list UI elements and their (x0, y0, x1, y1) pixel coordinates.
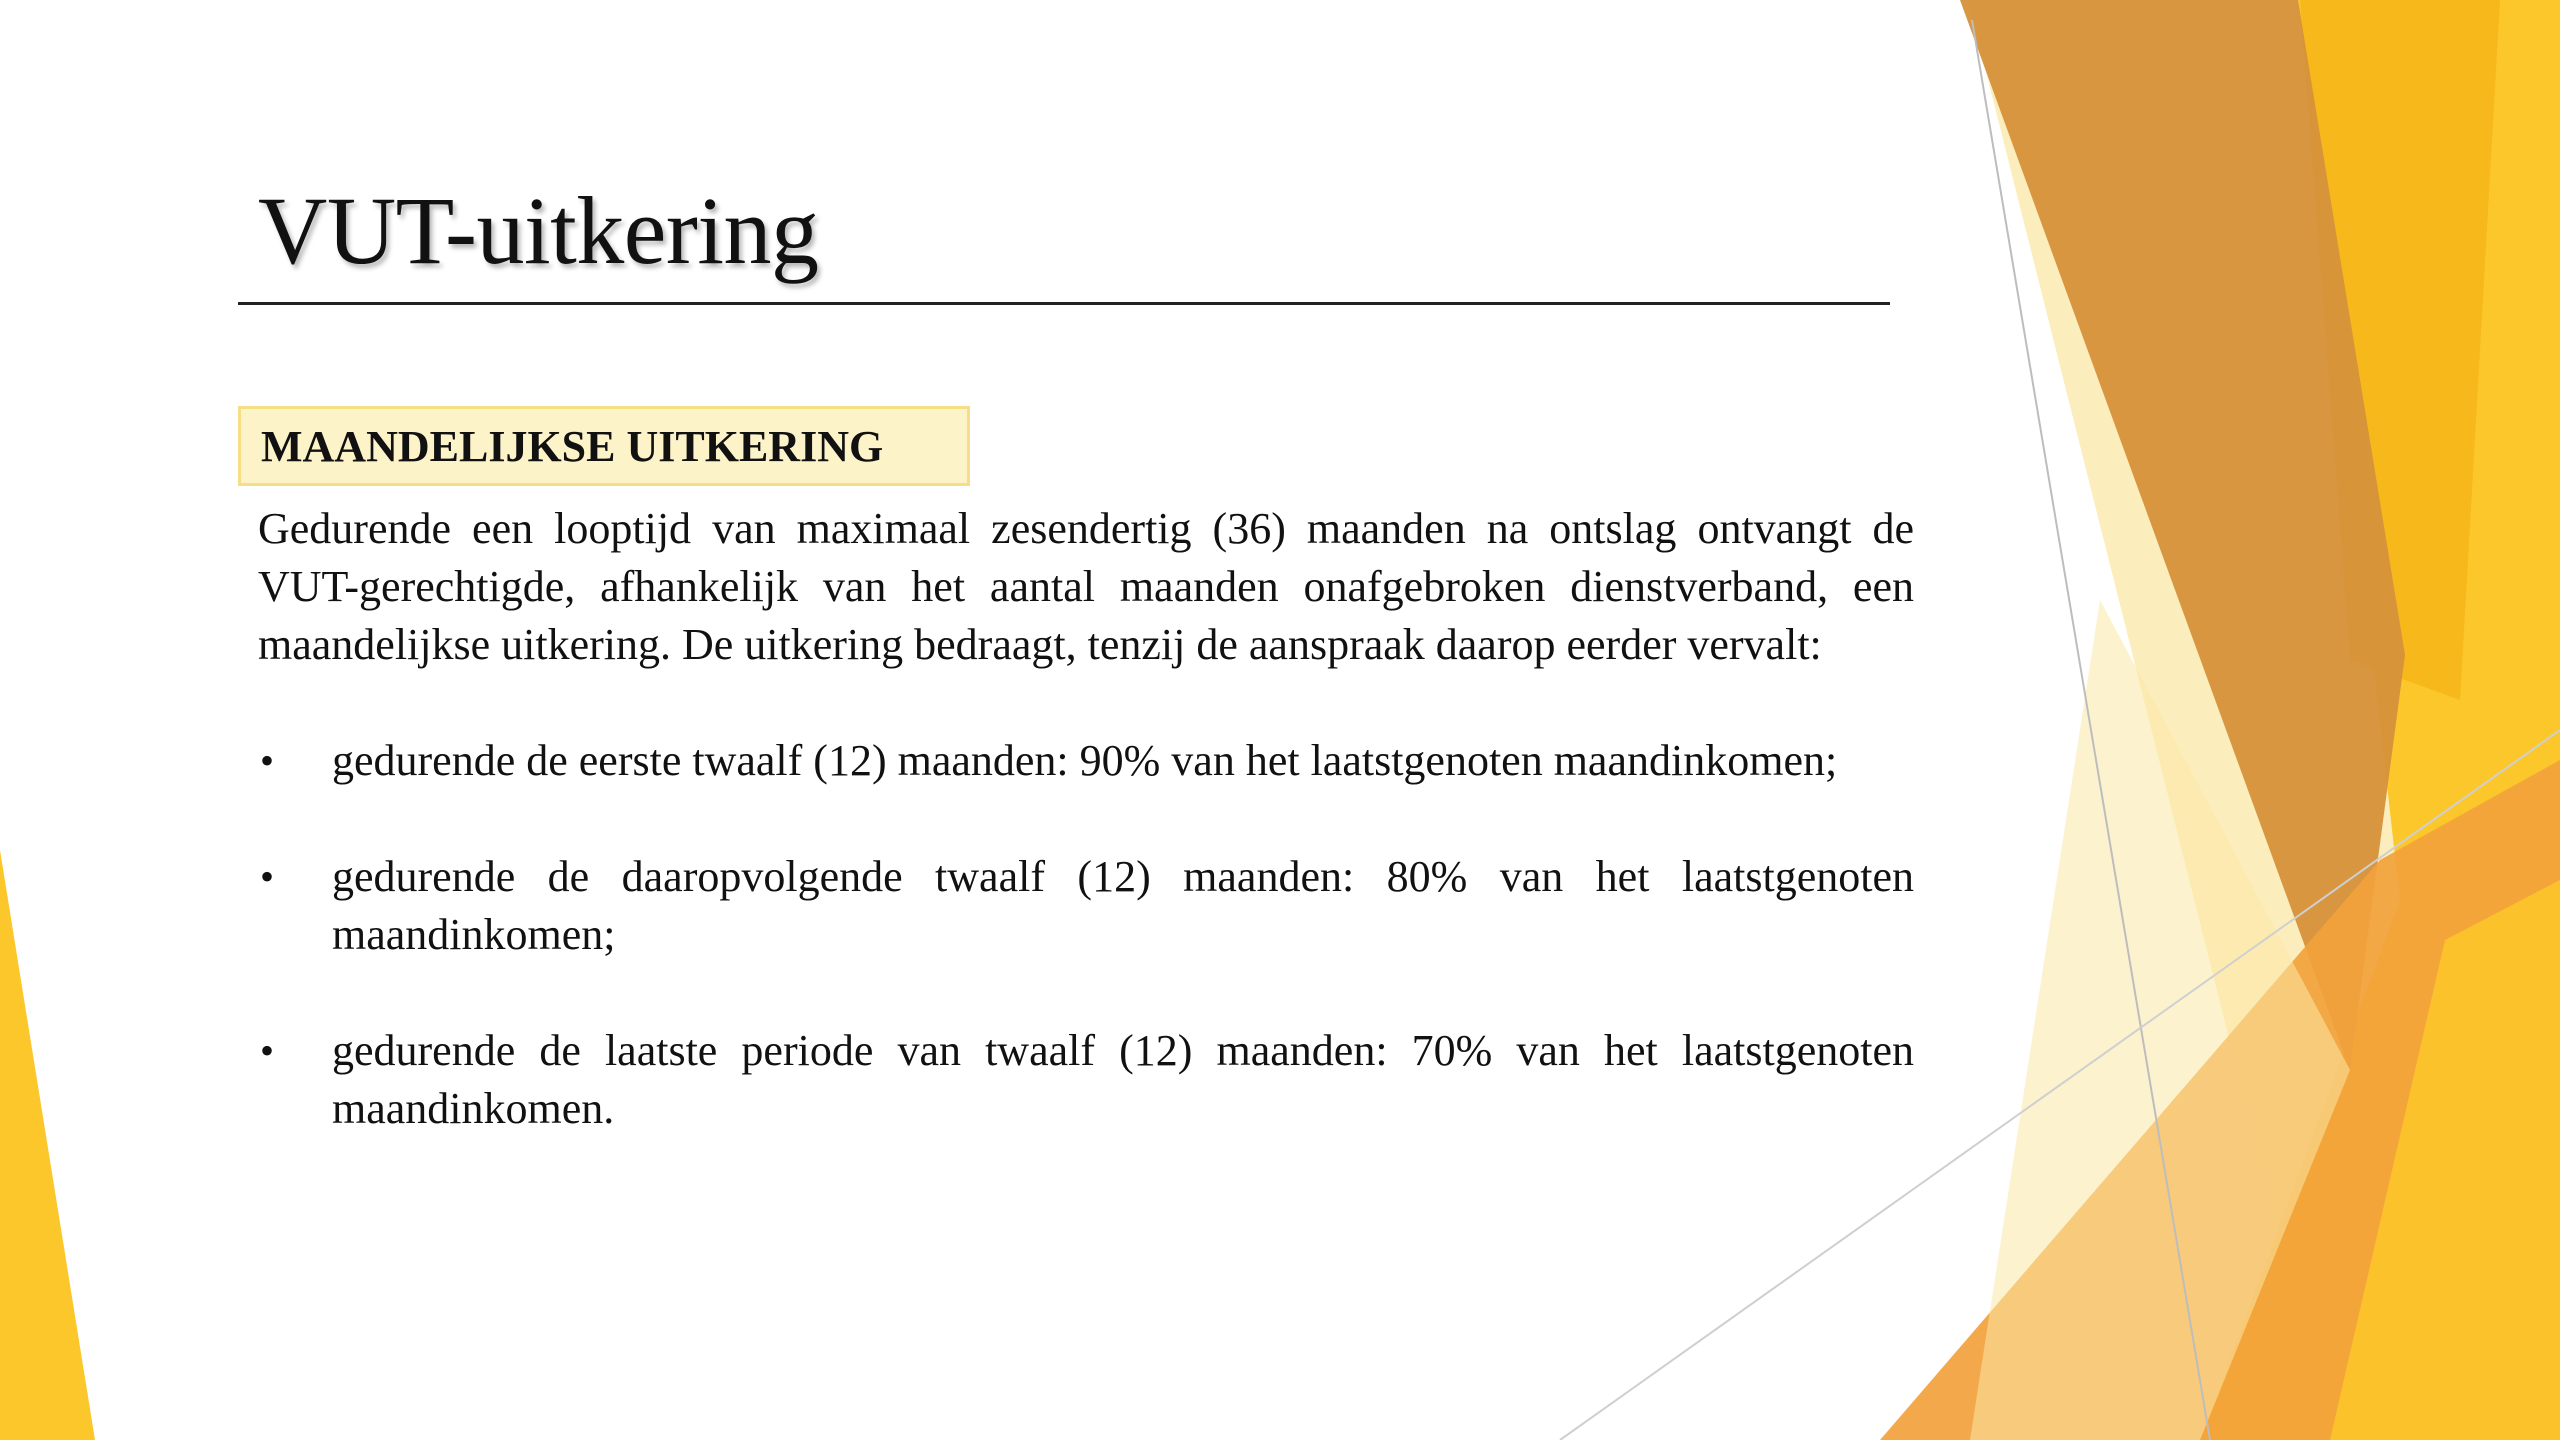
bullet-dot-icon: • (260, 738, 275, 783)
body-content (258, 500, 1914, 1138)
bullet-list (258, 732, 1914, 1138)
bullet-item (258, 732, 1914, 790)
bullet-text: gedurende de daaropvolgende twaalf (12) maanden: 80% van het laatstgenoten maandinkomen; (332, 852, 1914, 959)
slide-title: VUT-uitkering (258, 177, 819, 284)
bullet-text: gedurende de laatste periode van twaalf (12) maanden: 70% van het laatstgenoten maandinkomen. (332, 1026, 1914, 1133)
title-underline (238, 302, 1890, 305)
left-accent-shape (0, 850, 95, 1440)
bullet-dot-icon: • (260, 1028, 275, 1073)
bullet-item (258, 848, 1914, 964)
section-heading: MAANDELIJKSE UITKERING (261, 421, 884, 471)
bullet-text: gedurende de eerste twaalf (12) maanden: 90% van het laatstgenoten maandinkomen; (332, 736, 1838, 785)
section-heading-box (238, 406, 970, 486)
bullet-item (258, 1022, 1914, 1138)
intro-paragraph: Gedurende een looptijd van maximaal zesendertig (36) maanden na ontslag ontvangt de VUT-gerechtigde, afhankelijk van het aantal maanden onafgebroken dienstverband, een maandelijkse uitkering. De uitkering bedraagt, tenzij de aanspraak daarop eerder vervalt: (258, 504, 1914, 669)
bullet-dot-icon: • (260, 854, 275, 899)
